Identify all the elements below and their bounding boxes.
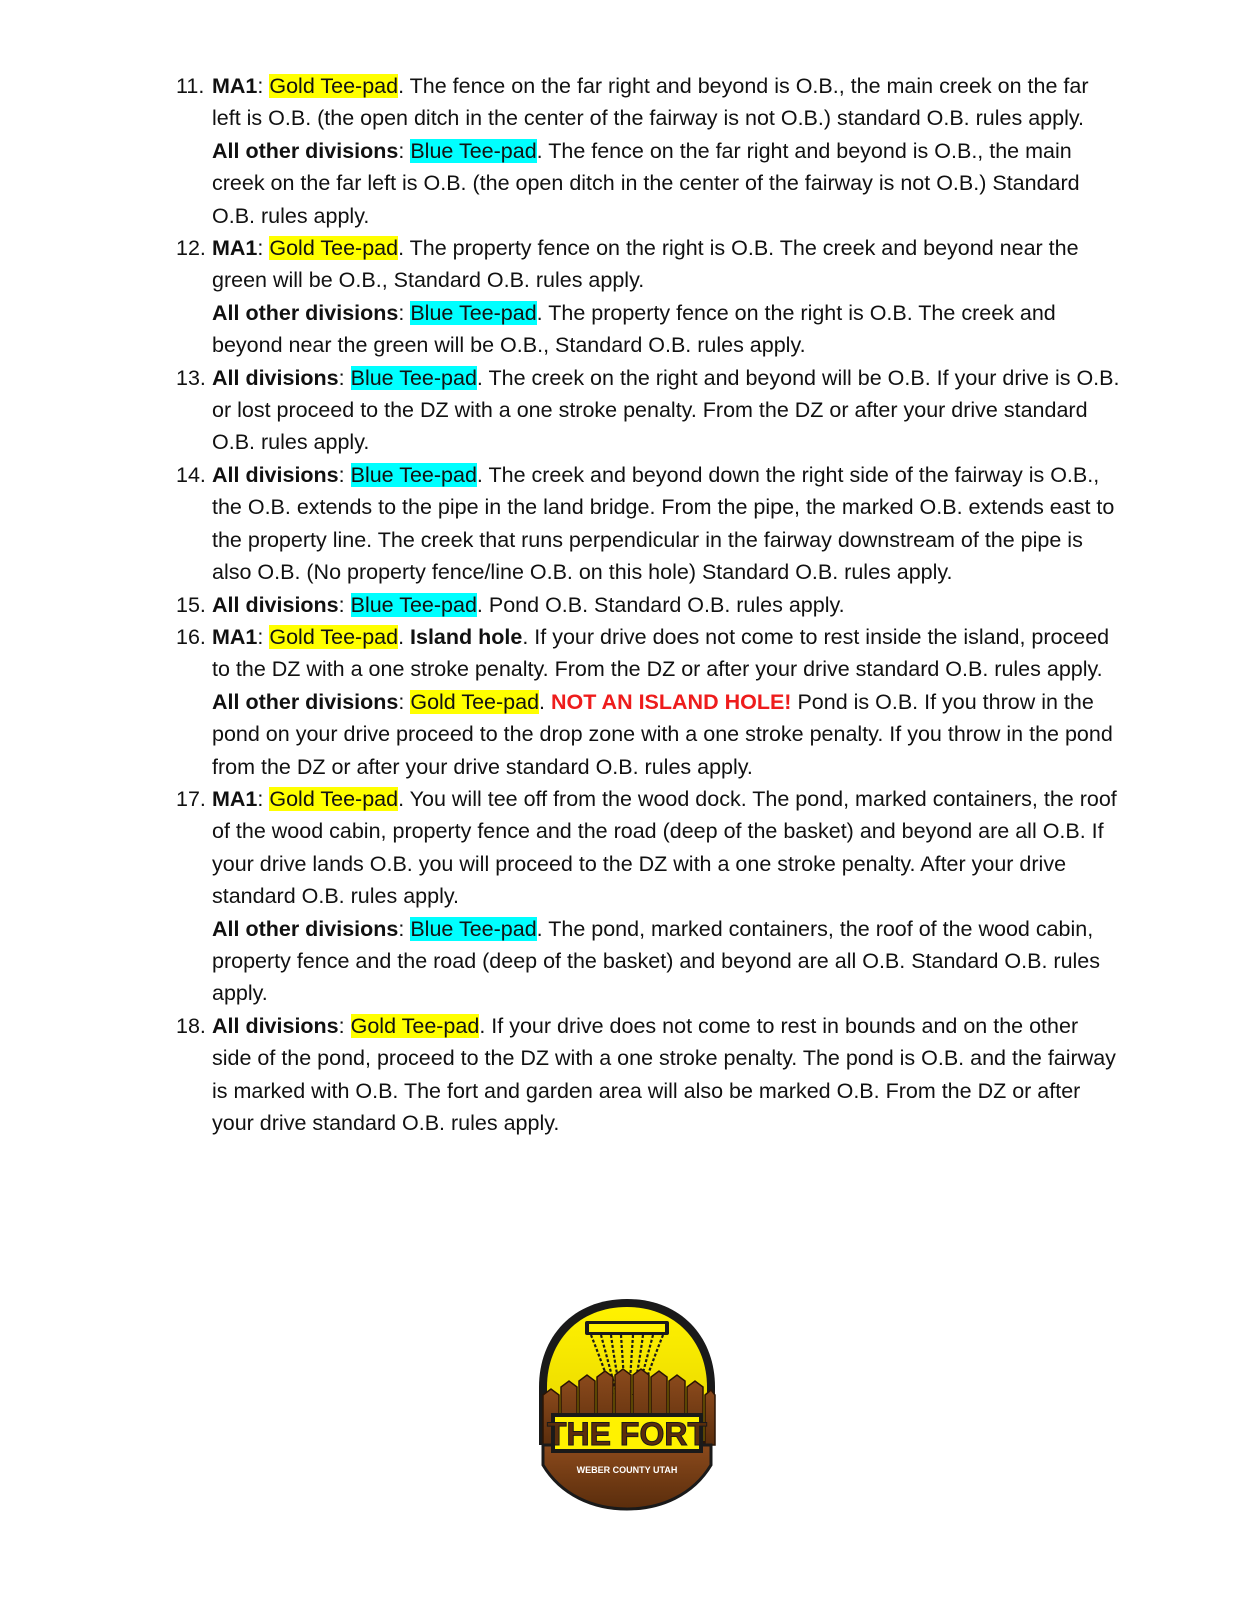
rule-item [160, 362, 1120, 459]
division-label: All other divisions [212, 300, 399, 325]
logo-subtitle: WEBER COUNTY UTAH [576, 1465, 678, 1475]
rule-item [160, 589, 1120, 621]
division-label: MA1 [212, 786, 258, 811]
tee-punctuation: . [476, 462, 483, 487]
rule-text: . If your drive does not come to rest inside the island, proceed to the DZ with a one stroke penalty. From the DZ or after your drive standard O.B. rules apply. [212, 624, 1110, 682]
division-label: MA1 [212, 74, 258, 98]
rule-number: 16. [176, 624, 206, 649]
gold-tee-pad-highlight: Gold Tee-pad [350, 1013, 480, 1038]
separator: : [257, 74, 264, 98]
blue-tee-pad-highlight: Blue Tee-pad [410, 300, 537, 325]
tee-punctuation: . [476, 365, 483, 390]
rule-item [160, 783, 1120, 1010]
disc-golf-basket-emblem [533, 1295, 721, 1513]
rule-paragraph [212, 783, 1120, 913]
rule-paragraph [212, 913, 1120, 1010]
gold-tee-pad-highlight: Gold Tee-pad [269, 624, 399, 649]
island-hole-label: Island hole [410, 624, 523, 649]
rule-paragraph [212, 362, 1120, 459]
division-label: MA1 [212, 236, 258, 261]
rule-item [160, 621, 1120, 783]
division-label: All other divisions [212, 138, 399, 163]
gold-tee-pad-highlight: Gold Tee-pad [410, 689, 540, 714]
rule-text: The property fence on the right is O.B. The creek and beyond near the green will be O.B., Standard O.B. rules apply. [212, 300, 1056, 358]
rule-text: The creek on the right and beyond will be O.B. If your drive is O.B. or lost proceed to the DZ with a one stroke penalty. From the DZ or after your drive standard O.B. rules apply. [212, 365, 1120, 455]
rule-text: Pond is O.B. If you throw in the pond on your drive proceed to the drop zone with a one stroke penalty. If you throw in the pond from the DZ or after your drive standard O.B. rules apply. [212, 689, 1113, 779]
rule-text: The fence on the far right and beyond is O.B., the main creek on the far left is O.B. (the open ditch in the center of the fairway is not O.B.) Standard O.B. rules apply. [212, 138, 1080, 228]
rule-item [160, 70, 1120, 232]
separator: : [398, 300, 405, 325]
tee-punctuation: . [398, 74, 405, 98]
separator: : [257, 786, 264, 811]
rule-text: The creek and beyond down the right side of the fairway is O.B., the O.B. extends to the pipe in the land bridge. From the pipe, the marked O.B. extends east to the property line. The creek that runs perpendicular in the fairway downstream of the pipe is also O.B. (No property fence/line O.B. on this hole) Standard O.B. rules apply. [212, 462, 1115, 585]
rule-number: 15. [176, 592, 206, 617]
rule-paragraph [212, 232, 1120, 297]
tee-punctuation: . [479, 1013, 486, 1038]
rule-text: The property fence on the right is O.B. The creek and beyond near the green will be O.B., Standard O.B. rules apply. [212, 236, 1079, 293]
rule-number: 11. [176, 74, 205, 98]
rule-number: 14. [176, 462, 206, 487]
blue-tee-pad-highlight: Blue Tee-pad [410, 138, 537, 163]
blue-tee-pad-highlight: Blue Tee-pad [410, 916, 537, 941]
division-label: All other divisions [212, 689, 399, 714]
rule-paragraph [212, 459, 1120, 589]
tee-punctuation: . [539, 689, 551, 714]
rule-paragraph [212, 1010, 1120, 1140]
tee-punctuation: . [398, 236, 405, 261]
division-label: MA1 [212, 624, 258, 649]
separator: : [257, 624, 264, 649]
logo-title: THE FORT [547, 1416, 707, 1452]
separator: : [398, 138, 405, 163]
tee-punctuation: . [536, 138, 543, 163]
rule-text: Pond O.B. Standard O.B. rules apply. [482, 592, 845, 617]
division-label: All divisions [212, 365, 339, 390]
separator: : [257, 236, 264, 261]
tee-punctuation: . [398, 786, 405, 811]
blue-tee-pad-highlight: Blue Tee-pad [350, 365, 477, 390]
tee-punctuation: . [398, 624, 411, 649]
division-label: All divisions [212, 592, 339, 617]
division-label: All other divisions [212, 916, 399, 941]
blue-tee-pad-highlight: Blue Tee-pad [350, 462, 477, 487]
rule-item [160, 459, 1120, 589]
rule-text: The pond, marked containers, the roof of the wood cabin, property fence and the road (deep of the basket) and beyond are all O.B. Standard O.B. rules apply. [212, 916, 1101, 1006]
rule-text: You will tee off from the wood dock. The pond, marked containers, the roof of the wood cabin, property fence and the road (deep of the basket) and beyond are all O.B. If your drive lands O.B. you will proceed to the DZ with a one stroke penalty. After your drive standard O.B. rules apply. [212, 786, 1117, 909]
rule-item [160, 1010, 1120, 1140]
rule-paragraph [212, 135, 1120, 232]
gold-tee-pad-highlight: Gold Tee-pad [269, 236, 399, 261]
rule-item [160, 232, 1120, 362]
rule-paragraph [212, 589, 1120, 621]
gold-tee-pad-highlight: Gold Tee-pad [269, 74, 399, 98]
rule-number: 17. [176, 786, 206, 811]
rule-number: 13. [176, 365, 206, 390]
gold-tee-pad-highlight: Gold Tee-pad [269, 786, 399, 811]
rule-paragraph [212, 686, 1120, 783]
tee-punctuation: . [476, 592, 483, 617]
separator: : [398, 689, 405, 714]
rule-paragraph [212, 621, 1120, 686]
division-label: All divisions [212, 462, 339, 487]
separator: : [398, 916, 405, 941]
tee-punctuation: . [536, 300, 543, 325]
rule-paragraph [212, 70, 1120, 135]
blue-tee-pad-highlight: Blue Tee-pad [350, 592, 477, 617]
separator: : [338, 1013, 345, 1038]
rule-number: 18. [176, 1013, 206, 1038]
the-fort-logo [533, 1295, 721, 1513]
rule-text: The fence on the far right and beyond is O.B., the main creek on the far left is O.B. (the open ditch in the center of the fairway is not O.B.) standard O.B. rules apply. [212, 74, 1089, 131]
separator: : [338, 592, 345, 617]
tee-punctuation: . [536, 916, 543, 941]
separator: : [338, 365, 345, 390]
rules-list [160, 70, 1120, 1139]
rule-paragraph [212, 297, 1120, 362]
warning-text: NOT AN ISLAND HOLE! [551, 689, 792, 714]
rule-text: If your drive does not come to rest in bounds and on the other side of the pond, proceed to the DZ with a one stroke penalty. The pond is O.B. and the fairway is marked with O.B. The fort and garden area will also be marked O.B. From the DZ or after your drive standard O.B. rules apply. [212, 1013, 1116, 1135]
division-label: All divisions [212, 1013, 339, 1038]
rule-number: 12. [176, 236, 206, 261]
separator: : [338, 462, 345, 487]
